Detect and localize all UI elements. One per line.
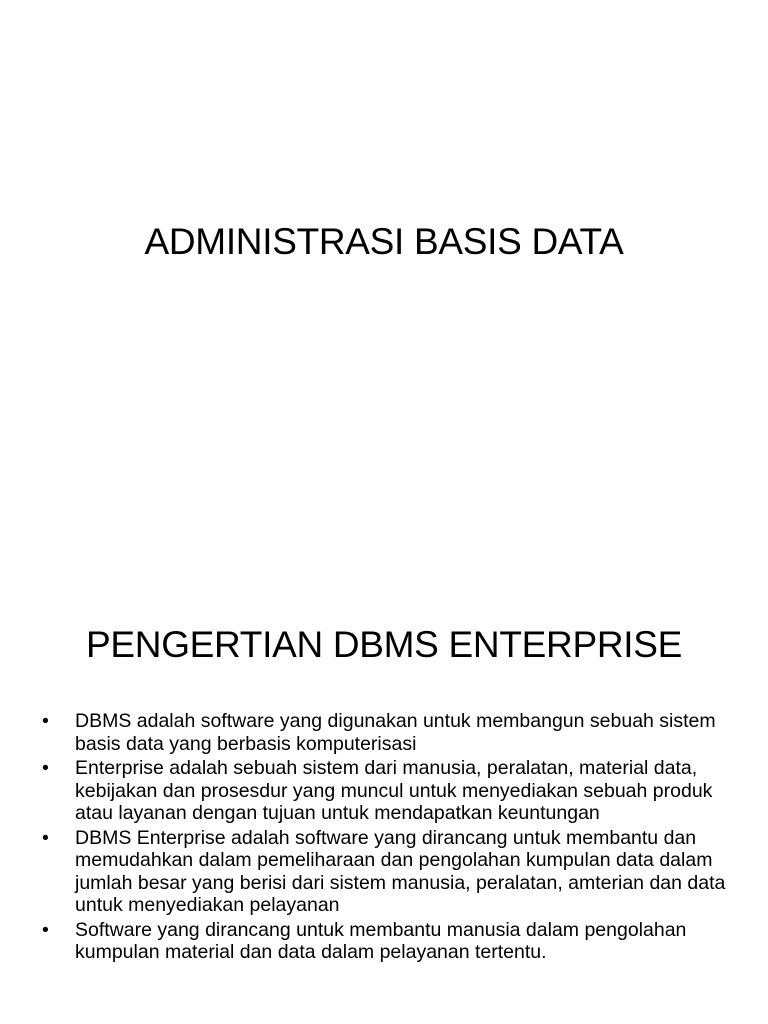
- bullet-text: DBMS Enterprise adalah software yang dirancang untuk membantu dan memudahkan dalam pemeliharaan dan pengolahan kumpulan data dalam jumlah besar yang berisi dari sistem manusia, peralatan, amterian dan data untuk menyediakan pelayanan: [75, 826, 726, 916]
- bullet-dot-icon: •: [42, 757, 49, 779]
- bullet-item: [42, 757, 742, 825]
- bullet-list: [42, 710, 742, 966]
- bullet-item: [42, 919, 742, 964]
- bullet-dot-icon: •: [42, 826, 49, 849]
- bullet-dot-icon: •: [42, 710, 49, 732]
- slide-title: ADMINISTRASI BASIS DATA: [144, 221, 624, 262]
- bullet-item: [42, 710, 742, 755]
- bullet-item: [42, 827, 742, 917]
- section-title: PENGERTIAN DBMS ENTERPRISE: [86, 624, 682, 665]
- bullet-text: DBMS adalah software yang digunakan untuk membangun sebuah sistem basis data yang berbasis komputerisasi: [75, 710, 716, 755]
- bullet-text: Software yang dirancang untuk membantu manusia dalam pengolahan kumpulan material dan data dalam pelayanan tertentu.: [75, 918, 687, 963]
- bullet-text: Enterprise adalah sebuah sistem dari manusia, peralatan, material data, kebijakan dan prosesdur yang muncul untuk menyediakan sebuah produk atau layanan dengan tujuan untuk mendapatkan keuntungan: [75, 757, 713, 824]
- bullet-dot-icon: •: [42, 918, 49, 941]
